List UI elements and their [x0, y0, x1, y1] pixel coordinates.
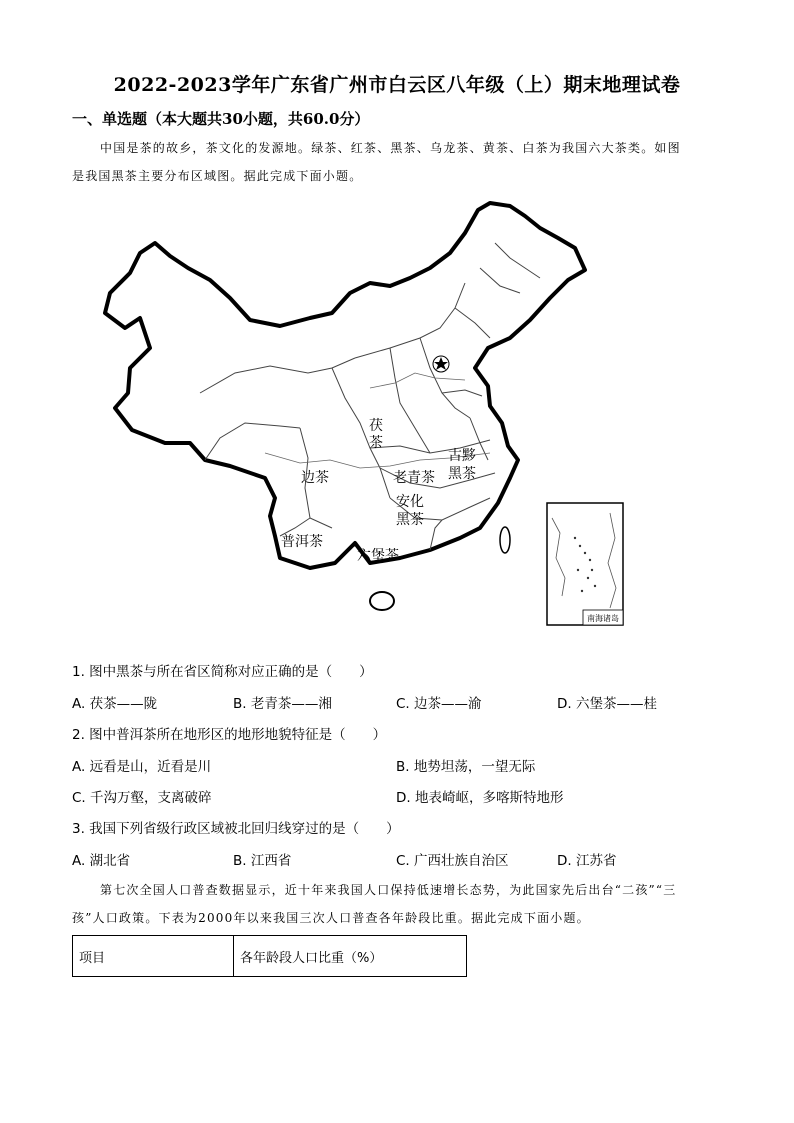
china-black-tea-map: [70, 198, 630, 638]
south-china-sea-inset: [547, 503, 623, 625]
q2-option-a[interactable]: A. 远看是山，近看是川: [72, 759, 212, 775]
exam-title: 2022-2023学年广东省广州市白云区八年级（上）期末地理试卷: [113, 74, 681, 96]
map-svg: [70, 198, 630, 638]
label-puer: 普洱茶: [281, 534, 323, 550]
intro-paragraph-2: [72, 876, 722, 932]
table-header-cell: 项目: [73, 936, 234, 977]
label-guyi-2: 黑茶: [448, 466, 476, 482]
label-bian: 边茶: [301, 470, 329, 486]
question-3-stem: 3. 我国下列省级行政区域被北回归线穿过的是（ ）: [72, 821, 400, 837]
intro-2-line-2: 孩”人口政策。下表为2000年以来我国三次人口普查各年龄段比重。据此完成下面小题。: [72, 911, 590, 925]
intro-1-line-1: 中国是茶的故乡，茶文化的发源地。绿茶、红茶、黑茶、乌龙茶、黄茶、白茶为我国六大茶类。如图: [100, 141, 681, 155]
label-fu-2: 茶: [369, 435, 383, 451]
q1-option-d[interactable]: D. 六堡茶——桂: [557, 696, 657, 712]
table-header-row: [73, 936, 467, 977]
population-table: [72, 935, 467, 977]
china-outline: [105, 203, 585, 568]
q1-option-b[interactable]: B. 老青茶——湘: [233, 696, 332, 712]
inset-label: 南海诸岛: [587, 614, 619, 623]
section-heading: 一、单选题（本大题共30小题，共60.0分）: [72, 110, 370, 128]
taiwan-island: [500, 527, 510, 553]
q3-option-c[interactable]: C. 广西壮族自治区: [396, 853, 509, 869]
hainan-island: [370, 592, 394, 610]
label-liubao: 六堡茶: [357, 548, 399, 564]
label-fu-1: 茯: [369, 418, 383, 434]
q2-option-b[interactable]: B. 地势坦荡，一望无际: [396, 759, 536, 775]
q2-option-c[interactable]: C. 千沟万壑，支离破碎: [72, 790, 212, 806]
intro-paragraph-1: [72, 134, 722, 190]
q3-option-d[interactable]: D. 江苏省: [557, 853, 617, 869]
label-laoqing: 老青茶: [393, 470, 435, 486]
question-2-stem: 2. 图中普洱茶所在地形区的地形地貌特征是（ ）: [72, 727, 387, 743]
label-guyi-1: 古黟: [448, 448, 476, 464]
intro-2-line-1: 第七次全国人口普查数据显示，近十年来我国人口保持低速增长态势，为此国家先后出台“二孩”“三: [100, 883, 677, 897]
label-anhua-1: 安化: [396, 494, 424, 510]
intro-1-line-2: 是我国黑茶主要分布区域图。据此完成下面小题。: [72, 169, 363, 183]
q1-option-a[interactable]: A. 茯茶——陇: [72, 696, 158, 712]
table-header-cell: 各年龄段人口比重（%）: [234, 936, 467, 977]
q2-option-d[interactable]: D. 地表崎岖，多喀斯特地形: [396, 790, 564, 806]
q3-option-b[interactable]: B. 江西省: [233, 853, 292, 869]
q3-option-a[interactable]: A. 湖北省: [72, 853, 131, 869]
label-anhua-2: 黑茶: [396, 512, 424, 528]
question-1-stem: 1. 图中黑茶与所在省区简称对应正确的是（ ）: [72, 664, 373, 680]
q1-option-c[interactable]: C. 边茶——渝: [396, 696, 482, 712]
